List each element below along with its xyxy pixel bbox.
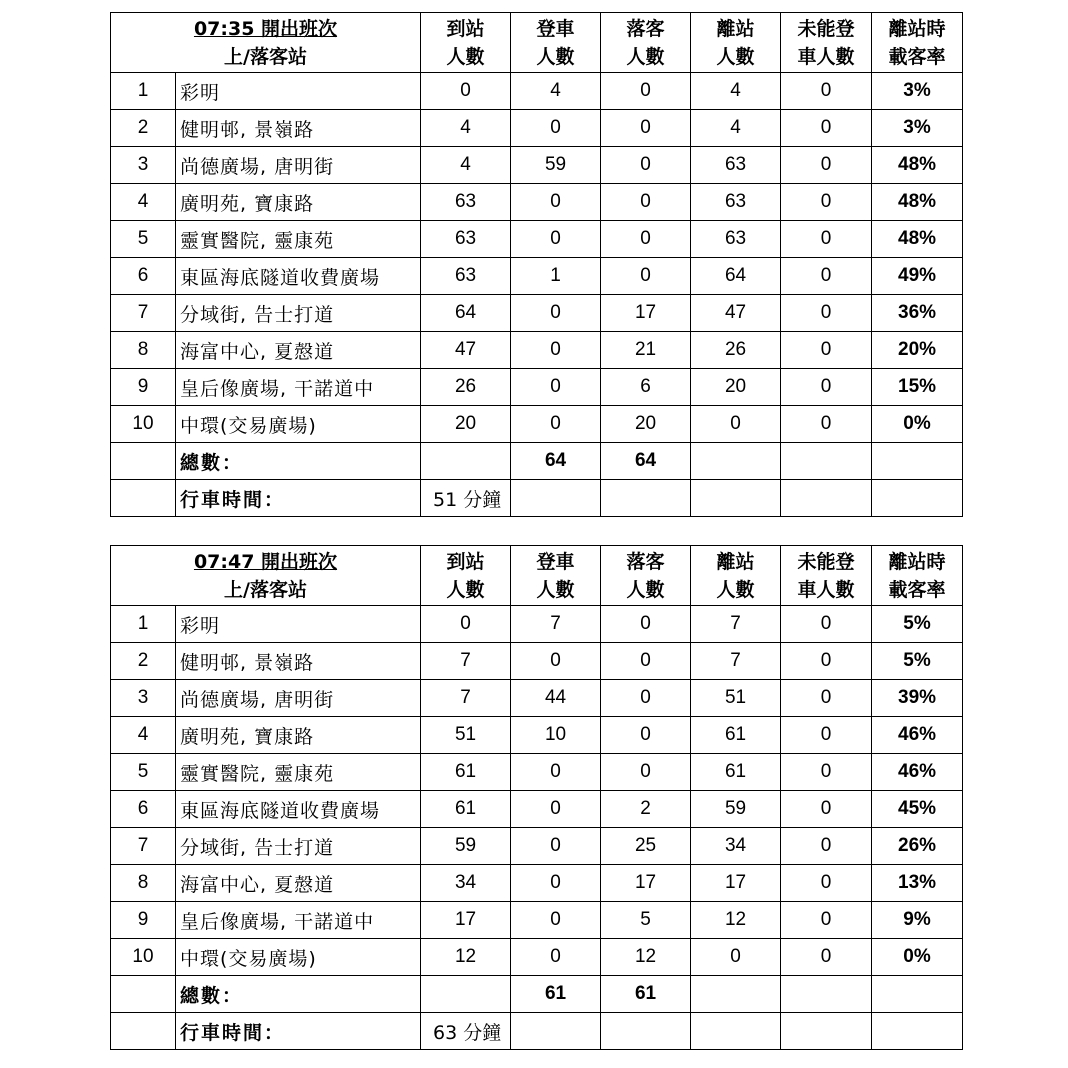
arrive-count: 4 — [421, 110, 511, 147]
left-behind-count: 0 — [781, 717, 872, 754]
alight-count: 0 — [601, 754, 691, 791]
load-factor: 5% — [872, 606, 963, 643]
arrive-count: 51 — [421, 717, 511, 754]
board-count: 0 — [511, 791, 601, 828]
stop-name: 尚德廣場, 唐明街 — [176, 680, 421, 717]
alight-count: 0 — [601, 110, 691, 147]
header-arrive: 到站 人數 — [421, 13, 511, 73]
load-factor: 0% — [872, 406, 963, 443]
board-count: 0 — [511, 939, 601, 976]
trip-title-cell — [111, 546, 421, 606]
alight-count: 0 — [601, 73, 691, 110]
stop-number: 6 — [111, 791, 176, 828]
stop-name: 皇后像廣場, 干諾道中 — [176, 902, 421, 939]
table-row — [111, 791, 963, 828]
load-factor: 46% — [872, 717, 963, 754]
alight-count: 0 — [601, 147, 691, 184]
left-behind-count: 0 — [781, 184, 872, 221]
depart-count: 0 — [691, 939, 781, 976]
stop-name: 海富中心, 夏慤道 — [176, 865, 421, 902]
arrive-count: 59 — [421, 828, 511, 865]
stop-number: 2 — [111, 643, 176, 680]
total-row — [111, 976, 963, 1013]
alight-count: 25 — [601, 828, 691, 865]
alight-count: 20 — [601, 406, 691, 443]
arrive-count: 7 — [421, 680, 511, 717]
board-count: 0 — [511, 332, 601, 369]
table-row — [111, 258, 963, 295]
stop-number: 7 — [111, 828, 176, 865]
load-factor: 20% — [872, 332, 963, 369]
stop-name: 海富中心, 夏慤道 — [176, 332, 421, 369]
arrive-count: 12 — [421, 939, 511, 976]
stop-number: 8 — [111, 332, 176, 369]
stop-number: 10 — [111, 406, 176, 443]
load-factor: 9% — [872, 902, 963, 939]
stop-number: 5 — [111, 221, 176, 258]
stop-name: 東區海底隧道收費廣場 — [176, 791, 421, 828]
total-label: 總數： — [176, 976, 421, 1013]
stop-name: 分域街, 告士打道 — [176, 828, 421, 865]
load-factor: 3% — [872, 73, 963, 110]
load-factor: 3% — [872, 110, 963, 147]
arrive-count: 17 — [421, 902, 511, 939]
depart-count: 61 — [691, 754, 781, 791]
stop-name: 東區海底隧道收費廣場 — [176, 258, 421, 295]
left-behind-count: 0 — [781, 606, 872, 643]
arrive-count: 26 — [421, 369, 511, 406]
stop-number: 1 — [111, 73, 176, 110]
alight-count: 12 — [601, 939, 691, 976]
board-count: 59 — [511, 147, 601, 184]
travel-time-row — [111, 1013, 963, 1050]
load-factor: 36% — [872, 295, 963, 332]
travel-time-row — [111, 480, 963, 517]
total-board: 64 — [511, 443, 601, 480]
stop-name: 靈實醫院, 靈康苑 — [176, 221, 421, 258]
board-count: 0 — [511, 295, 601, 332]
stop-name: 健明邨, 景嶺路 — [176, 110, 421, 147]
stop-number: 2 — [111, 110, 176, 147]
stop-number: 6 — [111, 258, 176, 295]
trip-title-cell — [111, 13, 421, 73]
stop-number: 4 — [111, 717, 176, 754]
arrive-count: 61 — [421, 791, 511, 828]
header-left-behind: 未能登 車人數 — [781, 546, 872, 606]
stop-name: 皇后像廣場, 干諾道中 — [176, 369, 421, 406]
load-factor: 48% — [872, 221, 963, 258]
depart-count: 17 — [691, 865, 781, 902]
left-behind-count: 0 — [781, 680, 872, 717]
travel-time-label: 行車時間： — [176, 480, 421, 517]
left-behind-count: 0 — [781, 332, 872, 369]
header-alight: 落客 人數 — [601, 13, 691, 73]
table-row — [111, 643, 963, 680]
stops-subtitle: 上/落客站 — [224, 45, 307, 68]
board-count: 0 — [511, 902, 601, 939]
depart-count: 4 — [691, 73, 781, 110]
stop-number: 7 — [111, 295, 176, 332]
left-behind-count: 0 — [781, 221, 872, 258]
depart-count: 47 — [691, 295, 781, 332]
total-label: 總數： — [176, 443, 421, 480]
left-behind-count: 0 — [781, 643, 872, 680]
alight-count: 0 — [601, 258, 691, 295]
board-count: 0 — [511, 406, 601, 443]
arrive-count: 20 — [421, 406, 511, 443]
travel-time-label: 行車時間： — [176, 1013, 421, 1050]
header-row — [111, 546, 963, 606]
table-row — [111, 110, 963, 147]
left-behind-count: 0 — [781, 73, 872, 110]
stop-name: 健明邨, 景嶺路 — [176, 643, 421, 680]
arrive-count: 63 — [421, 221, 511, 258]
left-behind-count: 0 — [781, 258, 872, 295]
alight-count: 0 — [601, 184, 691, 221]
stop-number: 3 — [111, 147, 176, 184]
table-row — [111, 939, 963, 976]
header-depart: 離站 人數 — [691, 13, 781, 73]
board-count: 0 — [511, 865, 601, 902]
left-behind-count: 0 — [781, 865, 872, 902]
board-count: 4 — [511, 73, 601, 110]
board-count: 0 — [511, 643, 601, 680]
board-count: 7 — [511, 606, 601, 643]
board-count: 0 — [511, 754, 601, 791]
board-count: 44 — [511, 680, 601, 717]
stop-name: 中環(交易廣場) — [176, 939, 421, 976]
alight-count: 0 — [601, 221, 691, 258]
total-alight: 64 — [601, 443, 691, 480]
alight-count: 5 — [601, 902, 691, 939]
arrive-count: 47 — [421, 332, 511, 369]
table-row — [111, 717, 963, 754]
table-row — [111, 828, 963, 865]
table-row — [111, 295, 963, 332]
arrive-count: 34 — [421, 865, 511, 902]
depart-count: 63 — [691, 147, 781, 184]
left-behind-count: 0 — [781, 147, 872, 184]
stop-number: 9 — [111, 902, 176, 939]
arrive-count: 0 — [421, 73, 511, 110]
load-factor: 15% — [872, 369, 963, 406]
table-row — [111, 406, 963, 443]
load-factor: 0% — [872, 939, 963, 976]
board-count: 0 — [511, 221, 601, 258]
load-factor: 46% — [872, 754, 963, 791]
arrive-count: 0 — [421, 606, 511, 643]
header-board: 登車 人數 — [511, 13, 601, 73]
left-behind-count: 0 — [781, 791, 872, 828]
left-behind-count: 0 — [781, 295, 872, 332]
stop-name: 廣明苑, 寶康路 — [176, 184, 421, 221]
alight-count: 0 — [601, 680, 691, 717]
stop-name: 靈實醫院, 靈康苑 — [176, 754, 421, 791]
table-row — [111, 184, 963, 221]
stop-name: 彩明 — [176, 606, 421, 643]
load-factor: 13% — [872, 865, 963, 902]
load-factor: 45% — [872, 791, 963, 828]
left-behind-count: 0 — [781, 754, 872, 791]
arrive-count: 4 — [421, 147, 511, 184]
stop-number: 5 — [111, 754, 176, 791]
header-row — [111, 13, 963, 73]
depart-count: 63 — [691, 184, 781, 221]
header-load-factor: 離站時 載客率 — [872, 13, 963, 73]
alight-count: 6 — [601, 369, 691, 406]
total-alight: 61 — [601, 976, 691, 1013]
load-factor: 39% — [872, 680, 963, 717]
load-factor: 48% — [872, 147, 963, 184]
depart-count: 4 — [691, 110, 781, 147]
depart-count: 0 — [691, 406, 781, 443]
stop-number: 1 — [111, 606, 176, 643]
header-depart: 離站 人數 — [691, 546, 781, 606]
board-count: 10 — [511, 717, 601, 754]
board-count: 0 — [511, 184, 601, 221]
stop-number: 8 — [111, 865, 176, 902]
header-board: 登車 人數 — [511, 546, 601, 606]
depart-count: 12 — [691, 902, 781, 939]
total-board: 61 — [511, 976, 601, 1013]
travel-time-value: 63 分鐘 — [421, 1013, 511, 1050]
table-row — [111, 865, 963, 902]
header-left-behind: 未能登 車人數 — [781, 13, 872, 73]
depart-count: 7 — [691, 606, 781, 643]
trip-title: 07:35 開出班次 — [193, 17, 338, 40]
depart-count: 59 — [691, 791, 781, 828]
left-behind-count: 0 — [781, 902, 872, 939]
trip-table-0747 — [110, 545, 963, 1050]
table-row — [111, 680, 963, 717]
table-row — [111, 902, 963, 939]
trip-title: 07:47 開出班次 — [193, 550, 338, 573]
stops-subtitle: 上/落客站 — [224, 578, 307, 601]
board-count: 0 — [511, 828, 601, 865]
stop-name: 彩明 — [176, 73, 421, 110]
trip-table-0735 — [110, 12, 963, 517]
stop-number: 9 — [111, 369, 176, 406]
stop-number: 3 — [111, 680, 176, 717]
total-row — [111, 443, 963, 480]
stop-name: 分域街, 告士打道 — [176, 295, 421, 332]
load-factor: 26% — [872, 828, 963, 865]
left-behind-count: 0 — [781, 828, 872, 865]
arrive-count: 64 — [421, 295, 511, 332]
board-count: 0 — [511, 110, 601, 147]
stop-number: 10 — [111, 939, 176, 976]
depart-count: 34 — [691, 828, 781, 865]
travel-time-value: 51 分鐘 — [421, 480, 511, 517]
table-row — [111, 147, 963, 184]
table-row — [111, 606, 963, 643]
load-factor: 5% — [872, 643, 963, 680]
arrive-count: 63 — [421, 258, 511, 295]
table-row — [111, 332, 963, 369]
stop-name: 廣明苑, 寶康路 — [176, 717, 421, 754]
alight-count: 0 — [601, 717, 691, 754]
alight-count: 17 — [601, 865, 691, 902]
stop-name: 中環(交易廣場) — [176, 406, 421, 443]
depart-count: 61 — [691, 717, 781, 754]
board-count: 0 — [511, 369, 601, 406]
alight-count: 21 — [601, 332, 691, 369]
left-behind-count: 0 — [781, 110, 872, 147]
alight-count: 0 — [601, 643, 691, 680]
alight-count: 0 — [601, 606, 691, 643]
load-factor: 49% — [872, 258, 963, 295]
left-behind-count: 0 — [781, 939, 872, 976]
depart-count: 26 — [691, 332, 781, 369]
left-behind-count: 0 — [781, 406, 872, 443]
table-row — [111, 221, 963, 258]
stop-name: 尚德廣場, 唐明街 — [176, 147, 421, 184]
arrive-count: 7 — [421, 643, 511, 680]
alight-count: 17 — [601, 295, 691, 332]
alight-count: 2 — [601, 791, 691, 828]
header-alight: 落客 人數 — [601, 546, 691, 606]
depart-count: 7 — [691, 643, 781, 680]
table-row — [111, 369, 963, 406]
depart-count: 51 — [691, 680, 781, 717]
header-arrive: 到站 人數 — [421, 546, 511, 606]
depart-count: 63 — [691, 221, 781, 258]
depart-count: 20 — [691, 369, 781, 406]
board-count: 1 — [511, 258, 601, 295]
table-row — [111, 73, 963, 110]
stop-number: 4 — [111, 184, 176, 221]
arrive-count: 61 — [421, 754, 511, 791]
load-factor: 48% — [872, 184, 963, 221]
header-load-factor: 離站時 載客率 — [872, 546, 963, 606]
arrive-count: 63 — [421, 184, 511, 221]
left-behind-count: 0 — [781, 369, 872, 406]
table-row — [111, 754, 963, 791]
depart-count: 64 — [691, 258, 781, 295]
